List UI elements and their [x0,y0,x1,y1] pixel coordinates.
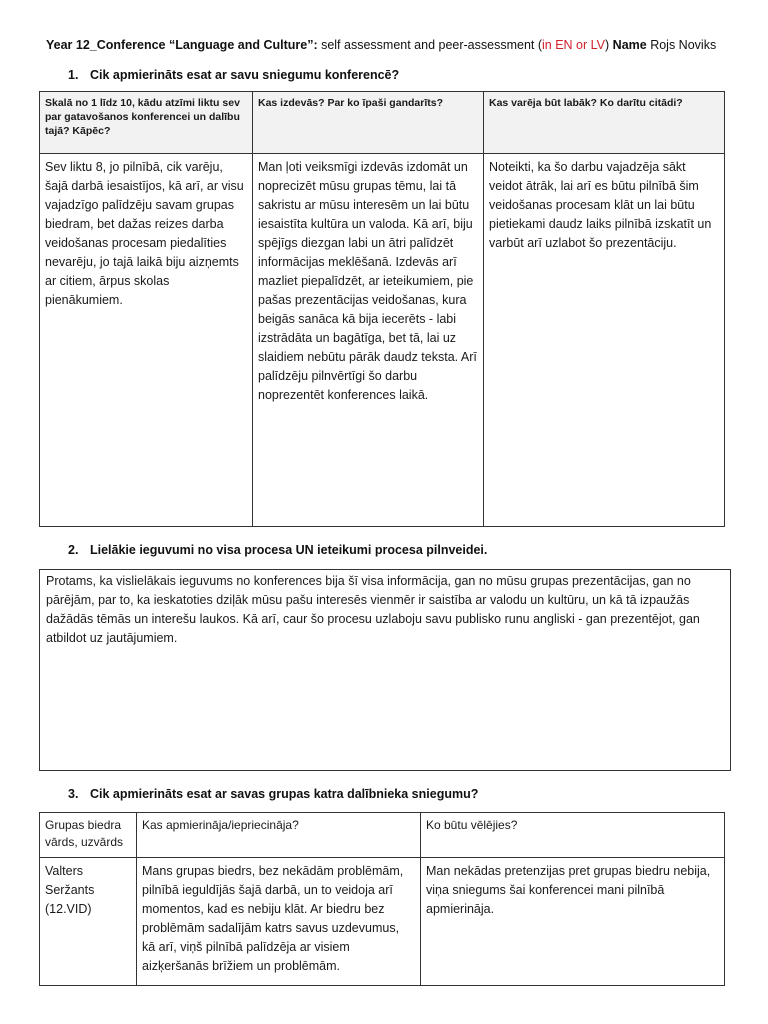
question-1-number: 1. [68,68,79,82]
header-cell-member: Grupas biedra vārds, uzvārds [40,813,137,858]
peer-assessment-table [39,812,725,986]
member-name-cell: Valters Seržants (12.VID) [40,858,137,986]
peer-assessment-header-row [40,813,725,858]
benefits-text: Protams, ka vislielākais ieguvums no konferences bija šī visa informācija, gan no mūsu grupas prezentācijas, gan no pārējām, par to, ka ieskatoties dziļāk mūsu pašu interesēs vienmēr ir saistība ar valodu un kultūru, un kā tā izpaužās dažādās tēmās un interešu laukos. Kā arī, caur šo procesu uzlaboju savu publisko runu angliski - gan prezentējot, gan atbildot uz jautājumiem. [46,574,700,645]
header-language-note: in EN or LV [542,38,606,52]
name-value: Rojs Noviks [650,38,717,52]
peer-assessment-row [40,858,725,986]
header-cell-satisfied: Kas apmierināja/iepriecināja? [137,813,421,858]
question-3 [68,786,478,802]
header-cell-wish: Ko būtu vēlējies? [421,813,725,858]
question-1 [68,67,399,83]
header-subtitle: self assessment and peer-assessment ( [317,38,543,52]
answer-cell-success: Man ļoti veiksmīgi izdevās izdomāt un noprecizēt mūsu grupas tēmu, lai tā sakristu ar mūsu interesēm un lai būtu iesaistīta kultūra un valoda. Kā arī, biju spējīgs diezgan labi un ātri palīdzēt informācijas meklēšanā. Izdevās arī mazliet piepalīdzēt, ar ieteikumiem, pie pašas prezentācijas veidošanas, kura beigās sanāca kā bija iecerēts - labi izstrādāta un bagātīga, bet tā, lai uz slaidiem nebūtu pārāk daudz teksta. Arī palīdzēju pilnvērtīgi šo darbu noprezentēt konferences laikā. [253,154,484,527]
header-paren-close: ) [605,38,610,52]
name-label: Name [612,38,647,52]
header-title: Year 12_Conference “Language and Culture”: [46,38,318,52]
self-assessment-header-row [40,92,725,154]
self-assessment-table [39,91,725,527]
self-assessment-answer-row [40,154,725,527]
benefits-box [39,569,731,771]
header-cell-success: Kas izdevās? Par ko īpaši gandarīts? [253,92,484,154]
question-2 [68,542,487,558]
answer-cell-improve: Noteikti, ka šo darbu vajadzēja sākt veidot ātrāk, lai arī es būtu pilnībā šim veidošanas procesam klāt un lai būtu pietiekami daudz laiks pilnībā izskatīt un varbūt arī uzlabot šo prezentāciju. [484,154,725,527]
member-satisfied-cell: Mans grupas biedrs, bez nekādām problēmām, pilnībā ieguldījās šajā darbā, un to veidoja arī momentos, kad es nebiju klāt. Ar biedru bez problēmām sadalījām katrs savus uzdevumus, kā arī, viņš pilnībā palīdzēja ar visiem aizķeršanās brīžiem un problēmām. [137,858,421,986]
header-cell-score: Skalā no 1 līdz 10, kādu atzīmi liktu sev par gatavošanos konferencei un dalību tajā? Kāpēc? [40,92,253,154]
answer-cell-score: Sev liktu 8, jo pilnībā, cik varēju, šajā darbā iesaistījos, kā arī, ar visu vajadzīgo palīdzēju savam grupas biedram, bet dažas reizes darba veidošanas procesam piedalīties nevarēju, jo tajā laikā biju aizņemts ar citiem, ārpus skolas pienākumiem. [40,154,253,527]
question-1-title: Cik apmierināts esat ar savu sniegumu konferencē? [90,68,400,82]
question-3-number: 3. [68,787,79,801]
header-cell-improve: Kas varēja būt labāk? Ko darītu citādi? [484,92,725,154]
document-header [46,37,746,53]
question-3-title: Cik apmierināts esat ar savas grupas katra dalībnieka sniegumu? [90,787,479,801]
question-2-number: 2. [68,543,79,557]
question-2-title: Lielākie ieguvumi no visa procesa UN ieteikumi procesa pilnveidei. [90,543,488,557]
member-wish-cell: Man nekādas pretenzijas pret grupas biedru nebija, viņa sniegums šai konferencei mani pilnībā apmierināja. [421,858,725,986]
